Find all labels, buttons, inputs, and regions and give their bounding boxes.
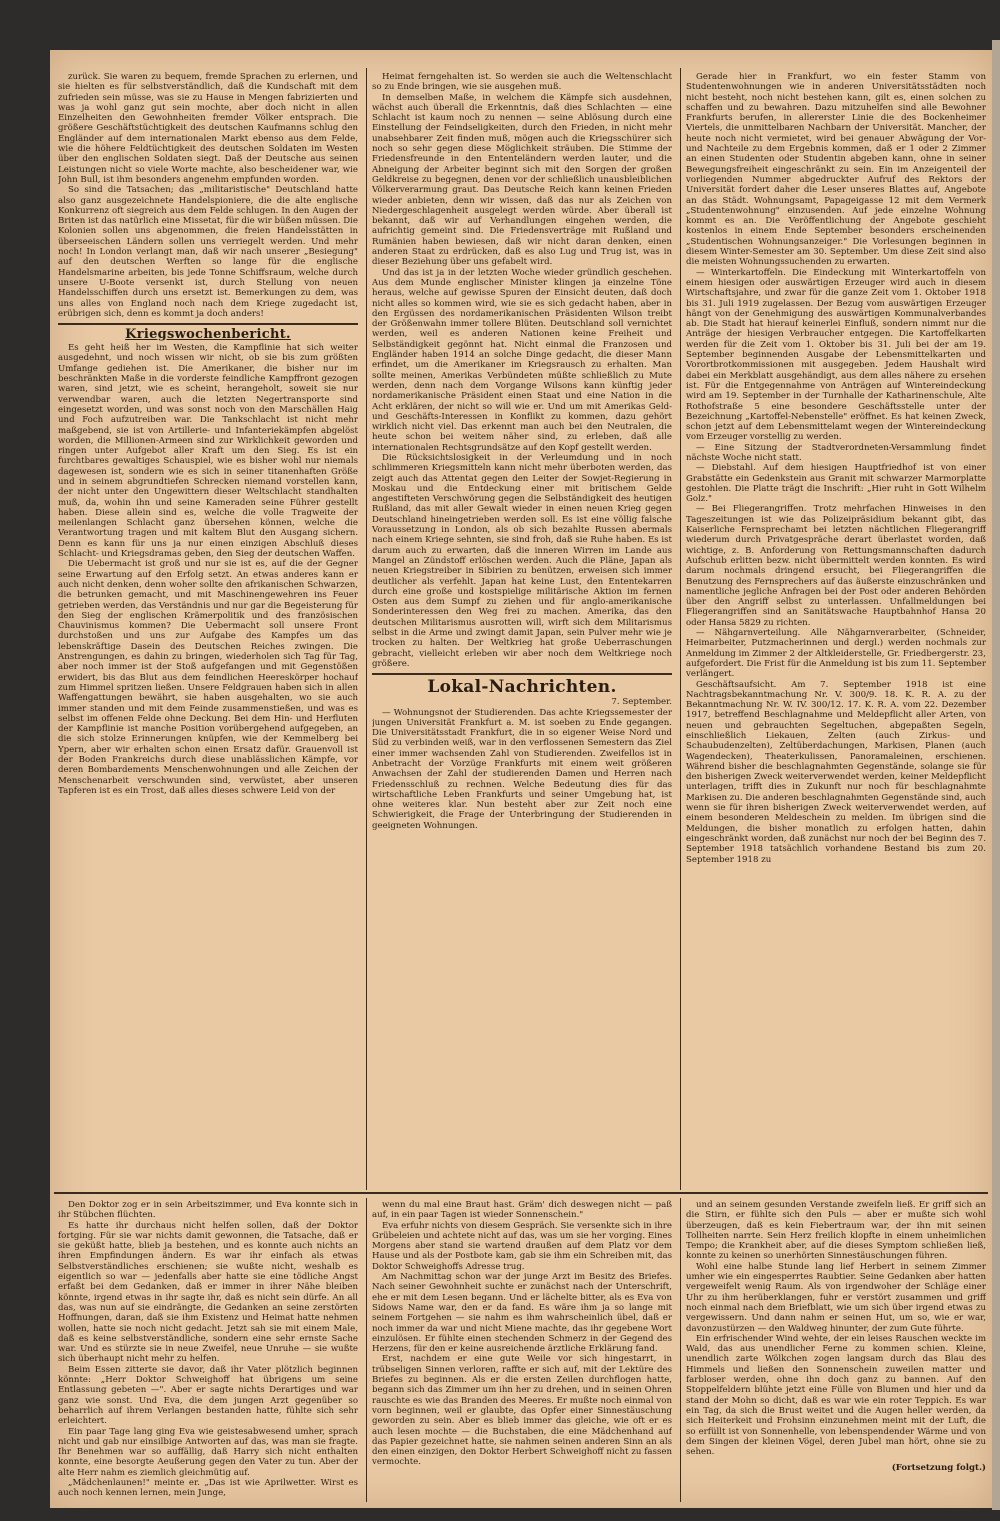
column-divider xyxy=(372,673,672,675)
novel-paragraph: Wohl eine halbe Stunde lang lief Herbert in seinem Zimmer umher wie ein eingesperrtes Raubtier. Seine Gedanken aber hatten vergeweifelt wenig Raum. Als von irgendwoher der Schläge einer Uhr zu ihm herüberklangen, fuhr er verstört zusammen und griff noch einmal nach dem Briefblatt, wie um sich über irgend etwas zu vergewissern. Und dann nahm er seinen Hut, um so, wie er war, davonzustürzen — den Waldweg hinunter, der zum Gute führte. xyxy=(686,1261,986,1334)
article-paragraph: zurück. Sie waren zu bequem, fremde Sprachen zu erlernen, und sie hielten es für selbstverständlich, daß die Kundschaft mit dem zufrieden sein müsse, was sie zu Hause in Mengen fabrizierten und was ja wohl ganz gut sein mochte, aber doch nicht in allen Einzelheiten den Gewohnheiten fremder Völker entsprach. Die größere Geschäftstüchtigkeit des deutschen Kaufmanns schlug den Engländer auf dem internationalen Markt ebenso aus dem Felde, wie die höhere Feldtüchtigkeit des deutschen Soldaten im Westen über den englischen Soldaten siegt. Daß der Deutsche aus seinen Leistungen nicht so viele Worte machte, also bescheidener war, wie John Bull, ist ihm besonders angenehm empfunden worden. xyxy=(58,72,358,185)
column-1 xyxy=(58,72,358,1184)
novel-paragraph: Ein erfrischender Wind wehte, der ein leises Rauschen weckte im Wald, das aus unendlicher Ferne zu kommen schien. Kleine, unendlich zarte Wölkchen zogen langsam durch das Blau des Himmels und ließen den Sonnenschein zuweilen matter und farbloser werden, ohne ihn doch ganz zu bannen. Auf den Stoppelfeldern blühte jetzt eine Fülle von Blumen und hier und da stand der Mohn so dicht, daß es war wie ein roter Teppich. Es war ein Tag, da sich die Brust weitet und die Augen heller werden, da sich Heiterkeit und Frohsinn einzunehmen meint mit der Luft, die so erfüllt ist von Sonnenhelle, von lebenspendender Wärme und von dem Singen der kleinen Vögel, deren Jubel man hört, ohne sie zu sehen. xyxy=(686,1333,986,1458)
article-paragraph: So sind die Tatsachen; das „militaristische" Deutschland hatte also ganz ausgezeichnete Handelspioniere, die die alte englische Konkurrenz oft siegreich aus dem Felde schlugen. In den Augen der Briten ist das natürlich eine Missetat, für die wir büßen müssen. Die Kolonien sollen uns abgenommen, die freien Handelsstätten in überseeischen Ländern sollen uns verriegelt werden. Und mehr noch! In London verlangt man, daß wir nach unserer „Besiegung" auf den deutschen Werften so lange für die englische Handelsmarine arbeiten, bis jede Tonne Schiffsraum, welche durch unsere U-Boote versenkt ist, durch Stellung von neuen Handelsschiffen durch uns ersetzt ist. Bemerkungen zu dem, was uns alles von England noch nach dem Kriege zugedacht ist, erübrigen sich, denn es kommt ja doch anders! xyxy=(58,185,358,319)
local-news-paragraph: — Wohnungsnot der Studierenden. Das achte Kriegssemester der jungen Universität Frankfurt a. M. ist soeben zu Ende gegangen. Die Universitätsstadt Frankfurt, die in so eigener Weise Nord und Süd zu verbinden weiß, war in den verflossenen Semestern das Ziel einer immer wachsenden Zahl von Studierenden. Zweifellos ist in Anbetracht der Vorzüge Frankfurts mit einem weit größeren Anwachsen der Zahl der studierenden Damen und Herren nach Friedensschluß zu rechnen. Welche Bedeutung dies für das wirtschaftliche Leben Frankfurts und seiner Umgebung hat, ist ohne weiteres klar. Nun besteht aber zur Zeit noch eine Schwierigkeit, die Frage der Unterbringung der Studierenden in geeigneten Wohnungen. xyxy=(372,707,672,831)
article-paragraph: Die Rücksichtslosigkeit in der Verleumdung und in noch schlimmeren Kriegsmitteln kann nicht mehr überboten werden, das zeigt auch das Attentat gegen den Leiter der Sowjet-Regierung in Moskau und die Entdeckung einer mit britischem Gelde angestifteten Verschwörung gegen die Selbständigkeit des heutigen Rußland, das mit aller Gewalt wieder in einen neuen Krieg gegen Deutschland hineingetrieben werden soll. Es ist eine völlig falsche Voraussetzung in London, als ob sich bezahlte Russen abermals nach einem Kriege sehnten, sie sind froh, daß sie Ruhe haben. Es ist darum auch zu erwarten, daß die inneren Wirren im Lande aus Mangel an Zündstoff erlöschen werden. Auch die Pläne, Japan als neuen Kriegstreiber in Sibirien zu benützen, erweisen sich immer deutlicher als verfehlt. Japan hat keine Lust, den Ententekarren durch eine große und kostspielige militärische Aktion im fernen Osten aus dem Sumpf zu ziehen und für anglo-amerikanische Sonderinteressen den Weg frei zu machen. Amerika, das den deutschen Militarismus ausrotten will, wirft sich dem Militarismus selbst in die Arme und zwingt damit Japan, sein Pulver mehr wie je trocken zu halten. Der Weltkrieg hat große Ueberraschungen gebracht, vielleicht erleben wir aber noch dem Weltkriege noch größere. xyxy=(372,452,672,669)
novel-paragraph: Eva erfuhr nichts von diesem Gespräch. Sie versenkte sich in ihre Grübeleien und achtete nicht auf das, was um sie her vorging. Eines Morgens aber stand sie wartend draußen auf dem Platz vor dem Hause und als der Postbote kam, gab sie ihm ein Schreiben mit, das Doktor Schweighoffs Adresse trug. xyxy=(372,1220,672,1272)
article-paragraph: Und das ist ja in der letzten Woche wieder gründlich geschehen. Aus dem Munde englischer Minister klingen ja einzelne Töne heraus, welche auf gewisse Spuren der Einsicht deuten, daß doch nicht alles so kommen wird, wie sie es sich gedacht haben, aber in den Ergüssen des nordamerikanischen Präsidenten Wilson treibt der Größenwahn immer tollere Blüten. Deutschland soll vernichtet werden, weil es anderen Nationen keine Freiheit und Selbständigkeit gegönnt hat. Nicht einmal die Franzosen und Engländer haben 1914 an solche Dinge gedacht, die dieser Mann erfindet, um die Amerikaner im Kriegsrausch zu erhalten. Man sollte meinen, Amerikas Verbündeten müßte schließlich zu Mute werden, denn nach dem Vorgange Wilsons kann künftig jeder nordamerikanische Präsident einen Staat und eine Nation in die Acht erklären, der nicht so will wie er. Und um mit Amerikas Geld- und Geschäfts-Interessen in Konflikt zu kommen, dazu gehört wirklich nicht viel. Das erkennt man auch bei den Neutralen, die heute schon bei weitem näher sind, zu erleben, daß alle internationalen Rechtsgrundsätze auf den Kopf gestellt werden. xyxy=(372,267,672,453)
local-news-paragraph: — Eine Sitzung der Stadtverordneten-Versammlung findet nächste Woche nicht statt. xyxy=(686,442,986,463)
kriegswochenbericht-heading: Kriegswochenbericht. xyxy=(125,327,291,343)
continuation-note: (Fortsetzung folgt.) xyxy=(891,1463,986,1474)
local-news-paragraph: — Diebstahl. Auf dem hiesigen Hauptfriedhof ist von einer Grabstätte ein Gedenkstein aus Granit mit schwarzer Marmorplatte gestohlen. Die Platte trägt die Inschrift: „Hier ruht in Gott Wilhelm Golz." xyxy=(686,463,986,505)
column-2 xyxy=(372,72,672,1184)
local-news-paragraph: Geschäftsaufsicht. Am 7. September 1918 ist eine Nachtragsbekanntmachung Nr. V. 300/9. 18. K. R. A. zu der Bekanntmachung Nr. W. IV. 300/12. 17. K. R. A. vom 22. Dezember 1917, betreffend Beschlagnahme und Meldepflicht aller Arten, von neuen und gebrauchten Segeltuchen, abgepaßten Segeln, einschließlich Liekauen, Zelten (auch Zirkus- und Schaubudenzelten), Zeltüberdachungen, Markisen, Planen (auch Wagendecken), Theaterkulissen, Panoramaleinen, erschienen. Während bisher die beschlagnahmten Gegenstände, solange sie für den bisherigen Zweck weiterverwendet werden, keiner Meldepflicht unterlagen, trifft dies in Zukunft nur noch für beschlagnahmte Markisen zu. Die anderen beschlagnahmten Gegenstände sind, auch wenn sie für ihren bisherigen Zweck weiterverwendet werden, auf einem besonderen Meldeschein zu melden. Im übrigen sind die Meldungen, die bisher monatlich zu erfolgen hatten, dahin eingeschränkt worden, daß zunächst nur noch der bei Beginn des 7. September 1918 tatsächlich vorhandene Bestand bis zum 20. September 1918 zu xyxy=(686,679,986,865)
article-paragraph: Die Uebermacht ist groß und nur sie ist es, auf die der Gegner seine Erwartung auf den Erfolg setzt. An etwas anderes kann er auch nicht denken, denn woher sollte den afrikanischen Schwarzen, die betrunken gemacht, und mit Maschinengewehren ins Feuer getrieben werden, das Verständnis und nur gar die Begeisterung für den Sieg der englischen Krämerpolitik und des französischen Chauvinismus kommen? Die Uebermacht soll unsere Front durchstoßen und uns zur Aufgabe des Kampfes um das lebenskräftige Dasein des Deutschen Reiches zwingen. Die Anstrengungen, es dahin zu bringen, wiederholen sich Tag für Tag, aber noch immer ist der Stoß aufgefangen und mit Gegenstößen erwidert, bis das Blut aus dem feindlichen Heereskörper hochauf zum Himmel spritzen ließen. Unsere Feldgrauen haben sich in allen Waffengattungen bewährt, sie haben ausgehalten, wo sie auch immer standen und mit dem Feinde zusammenstießen, und was es selbst im offenen Felde ohne Deckung. Bei dem Hin- und Herfluten der Kampflinie ist manche Position vorübergehend aufgegeben, an die sich stolze Erinnerungen knüpfen, wie der Kemmelberg bei Ypern, aber wir erhalten schon einen Ersatz dafür. Grauenvoll ist der Boden Frankreichs durch diese unablässlichen Kämpfe, vor deren Bombardements Menschenwohnungen und alle Zeichen der Menschenarbeit verschwunden sind, verwüstet, aber unseren Tapferen ist es ein Trost, daß alles dieses schwere Leid von der xyxy=(58,559,358,796)
newspaper-page xyxy=(50,50,992,1508)
novel-paragraph: „Mädchenlaunen!" meinte er. „Das ist wie Aprilwetter. Wirst es auch noch kennen lernen, mein Junge, xyxy=(58,1478,358,1499)
lokal-nachrichten-heading: Lokal-Nachrichten. xyxy=(427,677,617,698)
local-news-paragraph: — Bei Fliegerangriffen. Trotz mehrfachen Hinweises in den Tageszeitungen ist wie das Polizeipräsidium bekannt gibt, das Kaiserliche Fernsprechamt bei letzten nächtlichen Fliegerangriff wiederum durch Privatgespräche derart überlastet worden, daß wichtige, z. B. Anforderung von Rettungsmannschaften dadurch Aufschub erlitten bezw. nicht übermittelt werden konnten. Es wird darum nochmals dringend ersucht, bei Fliegerangriffen die Benutzung des Fernsprechers auf das äußerste einzuschränken und namentliche jegliche Anfragen bei der Post oder anderen Behörden über den Angriff selbst zu unterlassen. Unfallmeldungen bei Fliegerangriffen sind an Sanitätswache Hauptbahnhof Hansa 20 oder Hansa 5829 zu richten. xyxy=(686,504,986,628)
feuilleton-column-3 xyxy=(686,1200,986,1500)
article-paragraph: In demselben Maße, in welchem die Kämpfe sich ausdehnen, wächst auch überall die Erkenntnis, daß dies Schlachten — eine Schlacht ist kaum noch zu nennen — seine Ablösung durch eine Einstellung der Feindseligkeiten, durch den Frieden, in nicht mehr unabsehbarer Zeit finden muß, mögen auch die Kriegsschürer sich noch so sehr gegen diese Möglichkeit sträuben. Die Stimme der Friedensfreunde in den Ententeländern werden lauter, und die Abneigung der Arbeiter beginnt sich mit den Sorgen der großen Geldkreise zu begegnen, denen vor der schließlich unausbleiblichen Völkerverarmung graut. Das Deutsche Reich kann keinen Frieden wieder anbieten, denn wir wissen, daß das nur als Zeichen von Niedergeschlagenheit ausgelegt werden würde. Aber überall ist bekannt, daß wir auf Verhandlungen eingehen werden, die aufrichtig gemeint sind. Die Friedensverträge mit Rußland und Rumänien haben bewiesen, daß wir nicht daran denken, einen anderen Staat zu erdrücken, daß es also Lug und Trug ist, was in dieser Beziehung über uns gefabelt wird. xyxy=(372,92,672,268)
local-news-paragraph: — Nähgarnverteilung. Alle Nähgarnverarbeiter, (Schneider, Heimarbeiter, Putzmacherinnen und dergl.) werden nochmals zur Anmeldung im Zimmer 2 der Altkleiderstelle, Gr. Friedbergerstr. 23, aufgefordert. Die Frist für die Anmeldung ist bis zum 11. September verlängert. xyxy=(686,628,986,680)
column-rule xyxy=(366,1198,367,1502)
column-rule xyxy=(680,68,681,1190)
column-rule xyxy=(680,1198,681,1502)
local-news-paragraph: Gerade hier in Frankfurt, wo ein fester Stamm von Studentenwohnungen wie in anderen Universitätsstädten noch nicht besteht, noch nicht bestehen kann, gilt es, einen solchen zu schaffen und zu bewahren. Dazu mitzuhelfen sind alle Bewohner Frankfurts berufen, in allererster Linie die des Bockenheimer Viertels, die unmittelbaren Nachbarn der Universität. Mancher, der heute noch nicht vermietet, wird bei genauer Abwägung der Vor- und Nachteile zu dem Ergebnis kommen, daß er 1 oder 2 Zimmer an einen Studenten oder Studentin abgeben kann, ohne in seiner Bewegungsfreiheit eingeschränkt zu sein. Ein im Anzeigenteil der vorliegenden Nummer abgedruckter Aufruf des Rektors der Universität fordert daher die Leser unseres Blattes auf, Angebote an das Städt. Wohnungsamt, Papageigasse 12 mit dem Vermerk „Studentenwohnung" einzusenden. Auf jede einzelne Wohnung kommt es an. Die Veröffentlichung der Angebote geschieht kostenlos in einem Ende September besonders erscheinenden „Studentischen Wohnungsanzeiger." Die Vorlesungen beginnen in diesem Winter-Semester am 30. September. Um diese Zeit sind also die meisten Wohnungssuchenden zu erwarten. xyxy=(686,72,986,268)
article-paragraph: Heimat ferngehalten ist. So werden sie auch die Weltenschlacht so zu Ende bringen, wie sie ausgehen muß. xyxy=(372,72,672,93)
novel-paragraph: wenn du mal eine Braut hast. Gräm' dich deswegen nicht — paß auf, in ein paar Tagen ist wieder Sonnenschein." xyxy=(372,1200,672,1221)
novel-paragraph: Ein paar Tage lang ging Eva wie geistesabwesend umher, sprach nicht und gab nur einsilbige Antworten auf das, was man sie fragte. Ihr Benehmen war so auffällig, daß Harry sich nicht enthalten konnte, eine besorgte Aeußerung gegen den Vater zu tun. Aber der alte Herr nahm es ziemlich gleichmütig auf. xyxy=(58,1426,358,1478)
local-news-paragraph: — Winterkartoffeln. Die Eindeckung mit Winterkartoffeln von einem hiesigen oder auswärtigen Erzeuger wird auch in diesem Wirtschaftsjahre, und zwar für die ganze Zeit vom 1. Oktober 1918 bis 31. Juli 1919 zugelassen. Der Bezug vom auswärtigen Erzeuger hängt von der Genehmigung des auswärtigen Kommunalverbandes ab. Die Stadt hat hierauf keinerlei Einfluß, sondern nimmt nur die Anträge der hiesigen Verbraucher entgegen. Die Kartoffelkarten werden für die Zeit vom 1. Oktober bis 31. Juli bei der am 19. September beginnenden Ausgabe der Lebensmittelkarten und Vorortbrotkommissionen mit ausgegeben. Jedem Haushalt wird dabei ein Merkblatt ausgehändigt, aus dem alles nähere zu ersehen ist. Für die Entgegennahme von Anträgen auf Wintereindeckung wird am 19. September in der Turnhalle der Katharinenschule, Alte Rothofstraße 5 eine besondere Geschäftsstelle unter der Bezeichnung „Kartoffel-Nebenstelle" eröffnet. Es hat keinen Zweck, schon jetzt auf dem Lebensmittelamt wegen der Wintereindeckung vom Erzeuger vorstellig zu werden. xyxy=(686,267,986,443)
dateline: 7. September. xyxy=(611,697,672,708)
novel-paragraph: Beim Essen zitterte sie davor, daß ihr Vater plötzlich beginnen könnte: „Herr Doktor Schweighoff hat übrigens um seine Entlassung gebeten —". Aber er sagte nichts Derartiges und war ganz wie sonst. Und Eva, die dem jungen Arzt gegenüber so beharrlich auf ihrem Verlangen bestanden hatte, fühlte sich sehr erleichtert. xyxy=(58,1364,358,1427)
column-3 xyxy=(686,72,986,1184)
book-edge xyxy=(992,40,1000,1510)
novel-paragraph: Es hatte ihr durchaus nicht helfen sollen, daß der Doktor fortging. Für sie war nichts damit gewonnen, die Tatsache, daß er sie geküßt hatte, blieb ja bestehen, und es konnte auch nichts an ihren Empfindungen ändern. Es war ihr einfach als etwas Selbstverständliches erschienen; sie wußte nicht, weshalb es eigentlich so war — jedenfalls aber hatte sie eine tödliche Angst erfaßt bei dem Gedanken, daß er immer in ihrer Nähe bleiben könnte, irgend etwas in ihr sagte ihr, daß es nicht sein dürfe. An all das, was nun auf sie eindrängte, die Gedanken an seine zerstörten Hoffnungen, daran, daß sie ihm Existenz und Heimat hatte nehmen wollen, hatte sie noch nicht gedacht. Jetzt sah sie mit einem Male, daß es keine selbstverständliche, sondern eine sehr ernste Sache war. Und es stürzte sie in neue Zweifel, neue Unruhe — sie wußte sich überhaupt nicht mehr zu helfen. xyxy=(58,1220,358,1365)
novel-paragraph: Erst, nachdem er eine gute Weile vor sich hingestarrt, in trübseligen Sinnen verloren, raffte er sich auf, mit der Lektüre des Briefes zu beginnen. Als er die ersten Zeilen durchflogen hatte, begann sich das Zimmer um ihn her zu drehen, und in seinen Ohren rauschte es wie das Branden des Meeres. Er mußte noch einmal von vorn beginnen, weil er glaubte, das Opfer einer Sinnestäuschung geworden zu sein. Aber es blieb immer das gleiche, wie oft er es auch lesen mochte — die Buchstaben, die eine Mädchenhand auf das Papier gezeichnet hatte, sie nahmen seinen anderen Sinn an als den einen einzigen, den Doktor Herbert Schweighoff nicht zu fassen vermochte. xyxy=(372,1354,672,1468)
column-rule xyxy=(366,68,367,1190)
feuilleton-column-1 xyxy=(58,1200,358,1500)
novel-paragraph: Den Doktor zog er in sein Arbeitszimmer, und Eva konnte sich in ihr Stübchen flüchten. xyxy=(58,1200,358,1221)
novel-paragraph: und an seinem gesunden Verstande zweifeln ließ. Er griff sich an die Stirn, er fühlte sich den Puls — aber er mußte sich wohl überzeugen, daß es kein Fiebertraum war, der ihn mit seinen Tollheiten narrte. Sein Herz freilich klopfte in einem unheimlichen Tempo; die Krankheit aber, auf die dieses Symptom schließen ließ, konnte zu keinen so unerhörten Sinnestäuschungen führen. xyxy=(686,1200,986,1262)
column-divider xyxy=(58,323,358,325)
novel-paragraph: Am Nachmittag schon war der junge Arzt im Besitz des Briefes. Nach seiner Gewohnheit suchte er zunächst nach der Unterschrift, ehe er mit dem Lesen begann. Und er lächelte bitter, als es Eva von Sidows Name war, den er da fand. Es wäre ihm ja so lange mit seinem Fortgehen — sie nahm es ihm wahrscheinlich übel, daß er noch immer da war und nicht Miene machte, das ihr gegebene Wort einzulösen. Er fühlte einen stechenden Schmerz in der Gegend des Herzens, für den er keine ausreichende ärztliche Erklärung fand. xyxy=(372,1272,672,1355)
feuilleton-separator xyxy=(54,1192,988,1194)
article-paragraph: Es geht heiß her im Westen, die Kampflinie hat sich weiter ausgedehnt, und noch wissen wir nicht, ob sie bis zum größten Umfange gediehen ist. Die Amerikaner, die bisher nur im beschränkten Maße in die vorderste feindliche Kampffront gezogen waren, sind jetzt, wie es scheint, herangeholt, soweit sie nur verwendbar waren, auch die letzten Negertransporte sind eingesetzt worden, und was sonst noch von den Marschällen Haig und Foch aufzutreiben war. Die Tankschlacht ist nicht mehr maßgebend, sie ist von Artillerie- und Infanteriekämpfen abgelöst worden, die Millionen-Armeen sind zur Wirklichkeit geworden und ringen unter Aufgebot aller Kraft um den Sieg. Es ist ein furchtbares gewaltiges Schauspiel, wie es bisher wohl nur niemals dagewesen ist, sondern wie es sich in seiner titanenhaften Größe und in seinem abgrundtiefen Schrecken niemand vorstellen kann, der nicht unter den Ungewittern dieser Weltschlacht standhalten muß, da, wohin ihn und seine Kameraden seine Führer gestellt haben. Diese allein sind es, welche die volle Tragweite der meilenlangen Schlacht ganz übersehen können, welche die Verantwortung tragen und mit kaltem Blut den Ausgang sichern. Denn es kann für uns ja nur einen einzigen Abschluß dieses Schlacht- und Kriegsdramas geben, den Sieg der deutschen Waffen. xyxy=(58,343,358,560)
feuilleton-column-2 xyxy=(372,1200,672,1500)
